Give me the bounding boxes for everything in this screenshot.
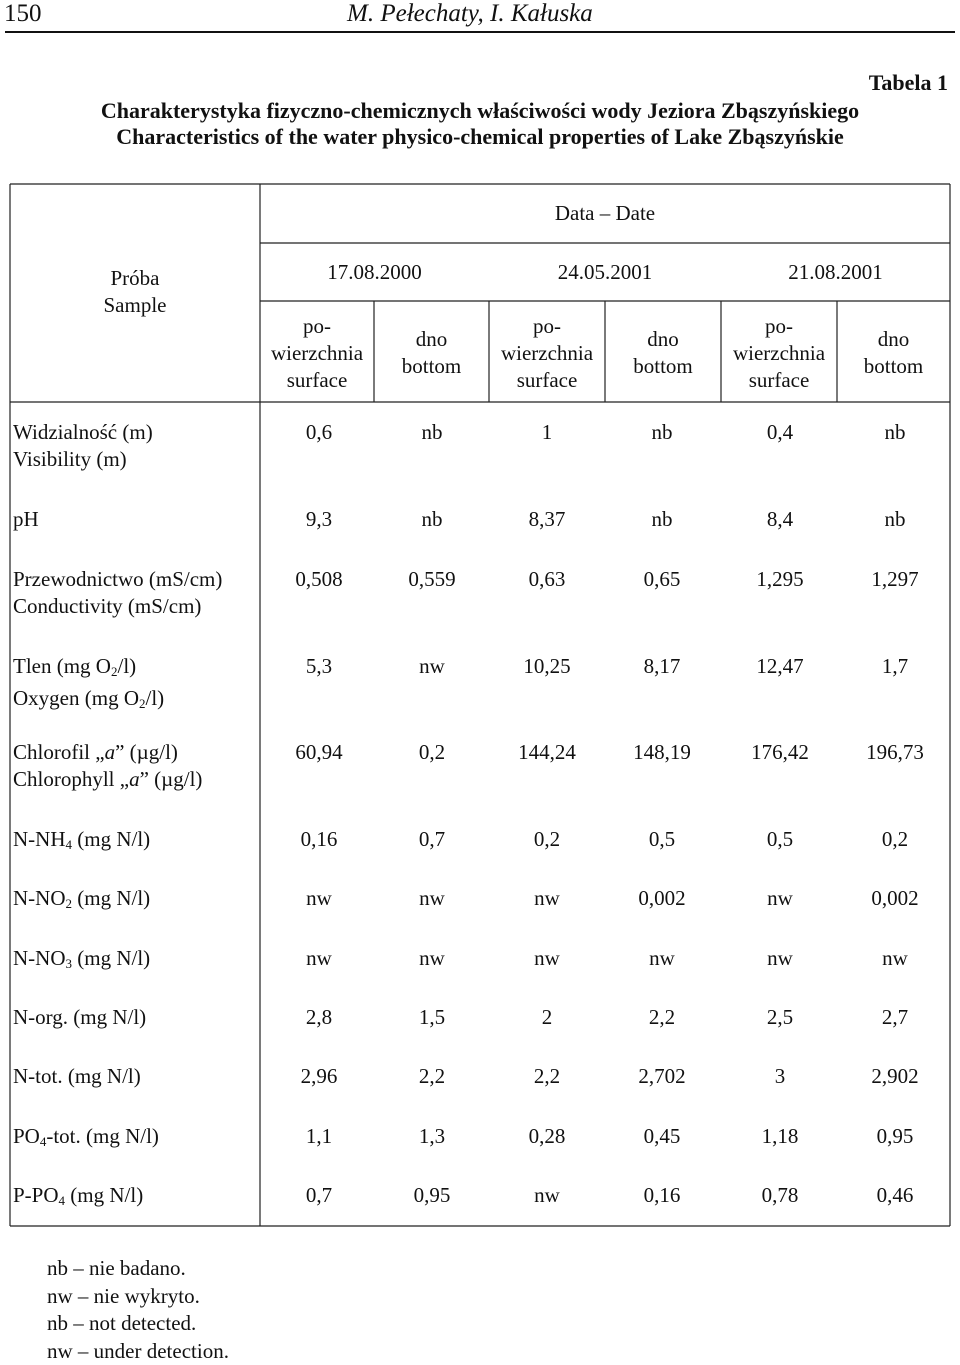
surface-line: surface	[721, 367, 837, 394]
row-label-line	[13, 653, 164, 685]
table-cell: nb	[612, 506, 712, 533]
table-cell: nw	[612, 945, 712, 972]
row-label-po4-tot	[13, 1123, 159, 1155]
table-cell: 0,508	[269, 566, 369, 593]
row-label-chlorophyll	[13, 739, 202, 793]
subheader-bottom-3	[837, 326, 950, 380]
row-label-line: N-org. (mg N/l)	[13, 1004, 146, 1031]
label-subscript: 4	[59, 1193, 66, 1208]
surface-line: wierzchnia	[489, 340, 605, 367]
table-cell: nb	[612, 419, 712, 446]
table-cell: 1,5	[382, 1004, 482, 1031]
date-3: 21.08.2001	[721, 259, 950, 286]
table-cell: 0,5	[730, 826, 830, 853]
subheader-surface-2	[489, 313, 605, 394]
table-cell: 176,42	[730, 739, 830, 766]
row-label-line: Przewodnictwo (mS/cm)	[13, 566, 222, 593]
table-cell: nw	[382, 885, 482, 912]
row-label-conductivity	[13, 566, 222, 620]
bottom-line: dno	[374, 326, 489, 353]
row-label-n-no3	[13, 945, 150, 977]
legend-line: nb – nie badano.	[47, 1255, 229, 1283]
running-header	[0, 0, 960, 34]
table-cell: nw	[730, 885, 830, 912]
table-cell: 12,47	[730, 653, 830, 680]
row-label-line: Widzialność (m)	[13, 419, 153, 446]
label-text: (mg N/l)	[72, 827, 150, 851]
label-text: Chlorofil „	[13, 740, 105, 764]
label-text: ” (µg/l)	[115, 740, 178, 764]
table-cell: 2,96	[269, 1063, 369, 1090]
row-label-ph	[13, 506, 39, 533]
sample-header	[10, 265, 260, 319]
table-cell: 2,2	[497, 1063, 597, 1090]
table-cell: 1	[497, 419, 597, 446]
surface-line: wierzchnia	[260, 340, 374, 367]
table-cell: 1,297	[845, 566, 945, 593]
table-cell: 0,2	[497, 826, 597, 853]
table-cell: nw	[497, 1182, 597, 1209]
sample-header-en: Sample	[10, 292, 260, 319]
legend-line: nw – under detection.	[47, 1338, 229, 1365]
subheader-surface-1	[260, 313, 374, 394]
table-cell: nb	[845, 419, 945, 446]
label-text: Tlen (mg O	[13, 654, 111, 678]
table-cell: nw	[269, 945, 369, 972]
table-cell: 2	[497, 1004, 597, 1031]
label-text: N-NH	[13, 827, 66, 851]
table-cell: 0,16	[612, 1182, 712, 1209]
row-label-line: Visibility (m)	[13, 446, 153, 473]
table-cell: 2,702	[612, 1063, 712, 1090]
table-cell: 8,37	[497, 506, 597, 533]
table-number: Tabela 1	[869, 70, 948, 96]
table-cell: nw	[497, 945, 597, 972]
legend-line: nw – nie wykryto.	[47, 1283, 229, 1311]
table-cell: 0,002	[612, 885, 712, 912]
date-header: Data – Date	[260, 200, 950, 227]
table-cell: nw	[382, 653, 482, 680]
label-subscript: 3	[66, 956, 73, 971]
table-cell: 0,16	[269, 826, 369, 853]
label-subscript: 2	[66, 896, 73, 911]
table-cell: 0,002	[845, 885, 945, 912]
surface-line: po-	[489, 313, 605, 340]
table-cell: 1,295	[730, 566, 830, 593]
row-label-line	[13, 685, 164, 717]
subheader-bottom-2	[605, 326, 721, 380]
table-cell: 3	[730, 1063, 830, 1090]
table-cell: nw	[382, 945, 482, 972]
label-text: (mg N/l)	[65, 1183, 143, 1207]
row-label-n-tot	[13, 1063, 141, 1090]
table-cell: 8,17	[612, 653, 712, 680]
label-text: N-NO	[13, 946, 66, 970]
row-label-n-no2	[13, 885, 150, 917]
label-subscript: 4	[40, 1134, 47, 1149]
table-legend	[47, 1255, 229, 1365]
date-2: 24.05.2001	[489, 259, 721, 286]
row-label-line: N-tot. (mg N/l)	[13, 1063, 141, 1090]
row-label-visibility	[13, 419, 153, 473]
table-cell: 2,5	[730, 1004, 830, 1031]
surface-line: po-	[721, 313, 837, 340]
table-cell: nb	[845, 506, 945, 533]
running-authors: M. Pełechaty, I. Kałuska	[347, 0, 593, 28]
table-cell: 60,94	[269, 739, 369, 766]
label-text: N-NO	[13, 886, 66, 910]
bottom-line: bottom	[837, 353, 950, 380]
surface-line: po-	[260, 313, 374, 340]
subheader-bottom-1	[374, 326, 489, 380]
row-label-line	[13, 739, 202, 766]
table-cell: 0,5	[612, 826, 712, 853]
label-text: Chlorophyll „	[13, 767, 129, 791]
table-cell: 144,24	[497, 739, 597, 766]
table-cell: 148,19	[612, 739, 712, 766]
caption-polish: Charakterystyka fizyczno-chemicznych właściwości wody Jeziora Zbąszyńskiego	[0, 98, 960, 124]
table-cell: nw	[845, 945, 945, 972]
date-1: 17.08.2000	[260, 259, 489, 286]
table-cell: 2,2	[382, 1063, 482, 1090]
header-rule	[5, 31, 955, 33]
table-cell: 10,25	[497, 653, 597, 680]
table-cell: 0,95	[845, 1123, 945, 1150]
label-text: ” (µg/l)	[140, 767, 203, 791]
bottom-line: bottom	[374, 353, 489, 380]
table-cell: 2,2	[612, 1004, 712, 1031]
bottom-line: dno	[605, 326, 721, 353]
table-cell: 0,63	[497, 566, 597, 593]
surface-line: wierzchnia	[721, 340, 837, 367]
table-cell: 0,2	[845, 826, 945, 853]
row-label-n-org	[13, 1004, 146, 1031]
label-text: P-PO	[13, 1183, 59, 1207]
row-label-line	[13, 766, 202, 793]
table-cell: 0,4	[730, 419, 830, 446]
label-text: /l)	[117, 654, 136, 678]
label-italic: a	[105, 740, 116, 764]
table-cell: 2,7	[845, 1004, 945, 1031]
row-label-n-nh4	[13, 826, 150, 858]
table-cell: 0,7	[269, 1182, 369, 1209]
surface-line: surface	[260, 367, 374, 394]
surface-line: surface	[489, 367, 605, 394]
sample-header-pl: Próba	[10, 265, 260, 292]
label-text: /l)	[145, 686, 164, 710]
table-cell: nw	[497, 885, 597, 912]
page-number: 150	[4, 0, 42, 28]
label-subscript: 4	[66, 837, 73, 852]
table-cell: 0,28	[497, 1123, 597, 1150]
table-cell: 0,6	[269, 419, 369, 446]
table-cell: 0,45	[612, 1123, 712, 1150]
bottom-line: dno	[837, 326, 950, 353]
label-text: (mg N/l)	[72, 946, 150, 970]
table-cell: 2,8	[269, 1004, 369, 1031]
row-label-line: Conductivity (mS/cm)	[13, 593, 222, 620]
table-cell: nb	[382, 506, 482, 533]
table-cell: 9,3	[269, 506, 369, 533]
row-label-oxygen	[13, 653, 164, 717]
table-cell: 0,2	[382, 739, 482, 766]
table-cell: 1,3	[382, 1123, 482, 1150]
label-text: (mg N/l)	[72, 886, 150, 910]
legend-line: nb – not detected.	[47, 1310, 229, 1338]
table-cell: 2,902	[845, 1063, 945, 1090]
table-cell: nw	[730, 945, 830, 972]
table-cell: nw	[269, 885, 369, 912]
table-cell: 0,7	[382, 826, 482, 853]
table-cell: 0,65	[612, 566, 712, 593]
bottom-line: bottom	[605, 353, 721, 380]
subheader-surface-3	[721, 313, 837, 394]
table-cell: 5,3	[269, 653, 369, 680]
table-cell: 8,4	[730, 506, 830, 533]
caption-english: Characteristics of the water physico-chemical properties of Lake Zbąszyńskie	[0, 124, 960, 150]
row-label-line: pH	[13, 506, 39, 533]
table-cell: 0,95	[382, 1182, 482, 1209]
table-cell: 0,78	[730, 1182, 830, 1209]
table-cell: 1,7	[845, 653, 945, 680]
label-subscript: 2	[139, 696, 146, 711]
label-subscript: 2	[111, 664, 118, 679]
table-cell: 1,18	[730, 1123, 830, 1150]
table-cell: 196,73	[845, 739, 945, 766]
label-text: -tot. (mg N/l)	[46, 1124, 159, 1148]
table-cell: 1,1	[269, 1123, 369, 1150]
label-text: PO	[13, 1124, 40, 1148]
label-text: Oxygen (mg O	[13, 686, 139, 710]
row-label-p-po4	[13, 1182, 143, 1214]
table-cell: 0,559	[382, 566, 482, 593]
label-italic: a	[129, 767, 140, 791]
table-cell: nb	[382, 419, 482, 446]
table-cell: 0,46	[845, 1182, 945, 1209]
